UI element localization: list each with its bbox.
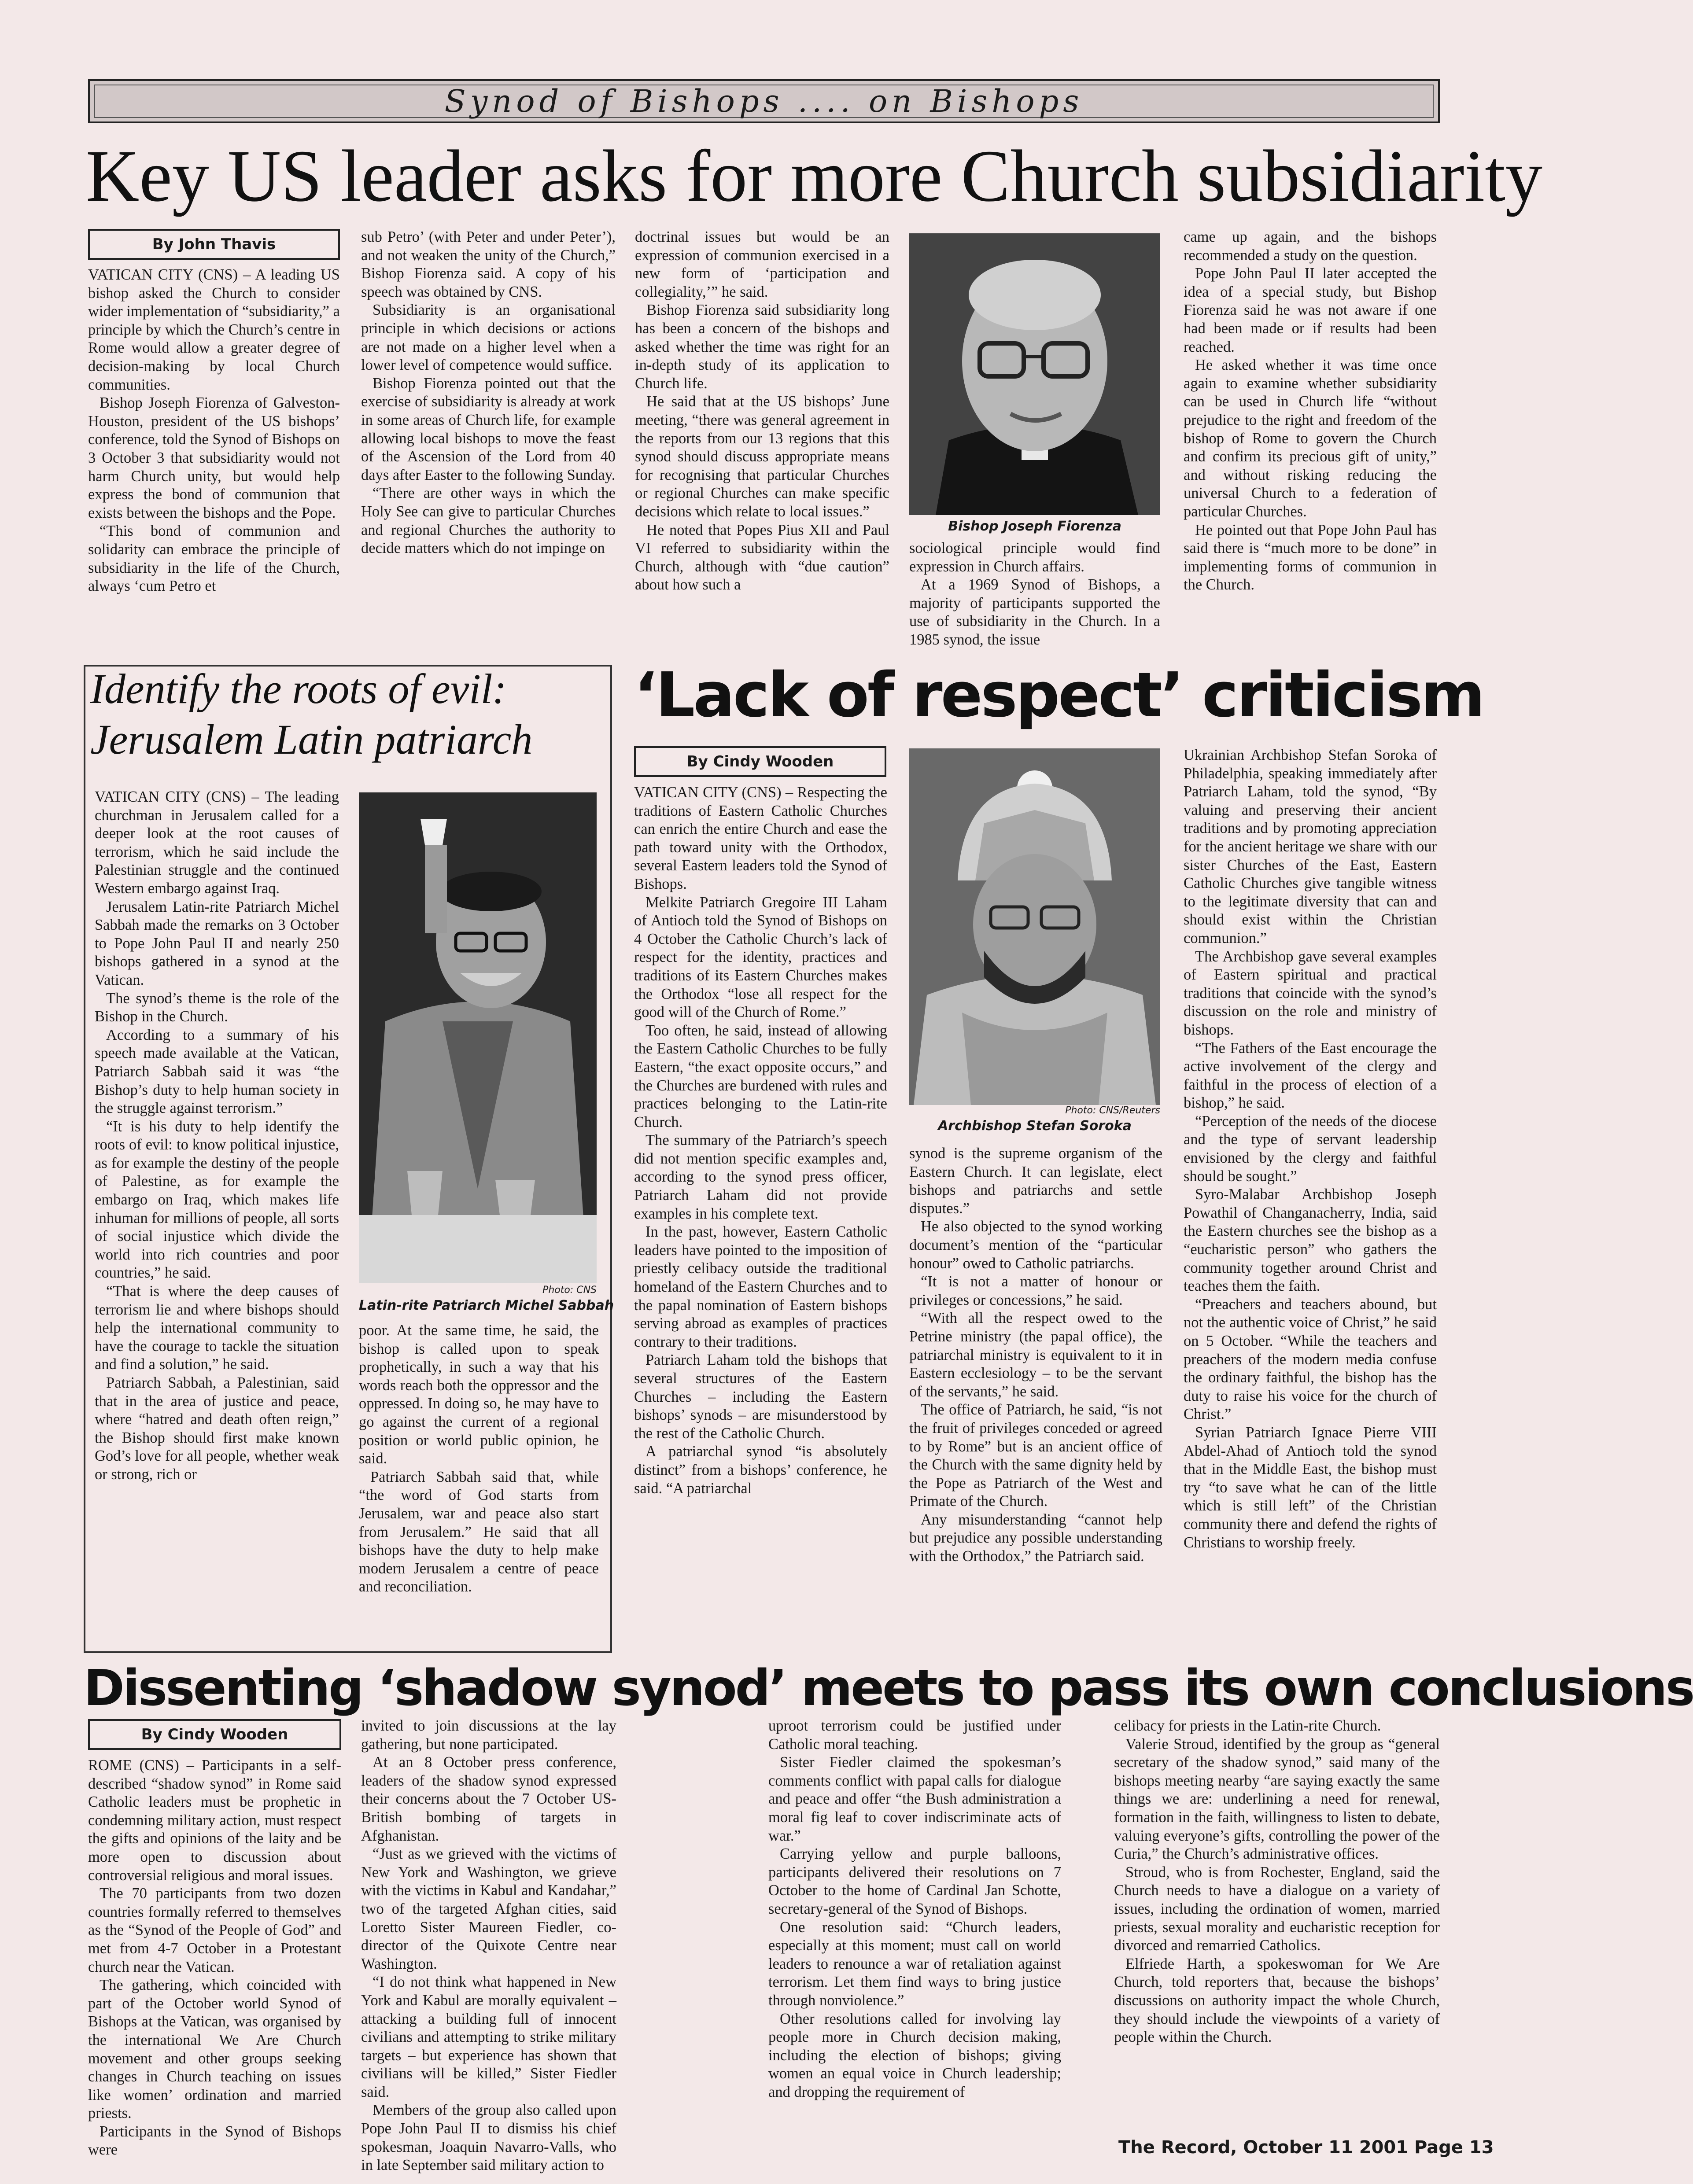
archbishop-soroka-photo-credit: Photo: CNS/Reuters — [1065, 1105, 1160, 1116]
archbishop-soroka-caption: Archbishop Stefan Soroka — [938, 1118, 1132, 1134]
article4-byline: By Cindy Wooden — [88, 1719, 341, 1750]
bishop-fiorenza-photo — [909, 233, 1160, 515]
article3-byline: By Cindy Wooden — [634, 746, 886, 777]
article2-column-1: VATICAN CITY (CNS) – The leading churchman in Jerusalem called for a deeper look at the root causes of terrorism, which he said include the Palestinian struggle and the continued Western embargo against Iraq. Jerusalem Latin-rite Patriarch Michel Sabbah made the remarks on 3 October to Pope John Paul II and nearly 250 bishops gathered in a synod at the Vatican. The synod’s theme is the role of the Bishop in the Church. According to a summary of his speech made available at the Vatican, Patriarch Sabbah said it was “the Bishop’s duty to help human society in the struggle against terrorism.” “It is his duty to help identify the roots of evil: to know political injustice, as for example the destiny of the people of Palestine, as for example the embargo on Iraq, which makes life inhuman for millions of people, all sorts of social injustice which divide the world into rich countries and poor countries,” he said. “That is where the deep causes of terrorism lie and where bishops should help the international community to have the courage to tackle the situation and find a solution,” he said. Patriarch Sabbah, a Palestinian, said that in the area of justice and peace, where “hatred and death often reign,” the Bishop should first make known God’s love for all people, whether weak or strong, rich or — [95, 788, 339, 1483]
patriarch-sabbah-photo — [359, 792, 597, 1283]
patriarch-sabbah-photo-credit: Photo: CNS — [542, 1285, 597, 1296]
article2-headline-line2: Jerusalem Latin patriarch — [90, 716, 533, 763]
article2-column-2: poor. At the same time, he said, the bishop is called upon to speak prophetically, in such a way that his words reach both the oppressor and the oppressed. In doing so, he may have to go against the current of a regional position or world public opinion, he said. Patriarch Sabbah said that, while “the word of God starts from Jerusalem, war and peace also start from Jerusalem.” He said that all bishops have the duty to help make modern Jerusalem a centre of peace and reconciliation. — [359, 1322, 599, 1595]
article2-headline-line1: Identify the roots of evil: — [90, 665, 507, 712]
article1-column-5: came up again, and the bishops recommended a study on the question. Pope John Paul II later accepted the idea of a special study, but Bishop Fiorenza said he was not aware if one had been made or if results had been reached. He asked whether it was time once again to examine whether subsidiarity can be used in Church life “without prejudice to the right and freedom of the bishop of Rome to govern the Church and confirm its precious gift of unity,” and without risking reducing the universal Church to a federation of particular Churches. He pointed out that Pope John Paul has said there is “much more to be done” in implementing forms of communion in the Church. — [1184, 228, 1437, 593]
article3-column-1: VATICAN CITY (CNS) – Respecting the traditions of Eastern Catholic Churches can enrich the entire Church and ease the path toward unity with the Orthodox, several Eastern leaders told the Synod of Bishops. Melkite Patriarch Gregoire III Laham of Antioch told the Synod of Bishops on 4 October the Catholic Church’s lack of respect for the identity, practices and traditions of its Eastern Churches makes the Orthodox “lose all respect for the good will of the Church of Rome.” Too often, he said, instead of allowing the Eastern Catholic Churches to be fully Eastern, “the exact opposite occurs,” and the Churches are burdened with rules and practices belonging to the Latin-rite Church. The summary of the Patriarch’s speech did not mention specific examples and, according to the synod press officer, Patriarch Laham did not provide examples in his complete text. In the past, however, Eastern Catholic leaders have pointed to the imposition of priestly celibacy outside the traditional homeland of the Eastern Churches and to the papal nomination of Eastern bishops serving abroad as examples of practices contrary to their traditions. Patriarch Laham told the bishops that several structures of the Eastern Churches – including the Eastern bishops’ synods – are misunderstood by the rest of the Catholic Church. A patriarchal synod “is absolutely distinct” from a bishops’ conference, he said. “A patriarchal — [634, 784, 887, 1497]
article4-headline: Dissenting ‘shadow synod’ meets to pass its own conclusions — [84, 1660, 1693, 1717]
archbishop-soroka-photo — [909, 748, 1160, 1105]
article3-column-3: Ukrainian Archbishop Stefan Soroka of Philadelphia, speaking immediately after Patriarch Laham, told the synod, “By valuing and preserving their ancient traditions and by promoting appreciation for the ancient heritage we share with our sister Churches of the East, Eastern Catholic Churches give tangible witness to the legitimate diversity that can and should exist within the Christian communion.” The Archbishop gave several examples of Eastern spiritual and practical traditions that coincide with the synod’s discussion on the role and ministry of bishops. “The Fathers of the East encourage the active involvement of the clergy and faithful in the process of election of a bishop,” he said. “Perception of the needs of the diocese and the type of servant leadership envisioned by the clergy and faithful should be sought.” Syro-Malabar Archbishop Joseph Powathil of Changanacherry, India, said the Eastern churches see the bishop as a “eucharistic person” who gathers the community together around Christ and teaches them the faith. “Preachers and teachers abound, but not the authentic voice of Christ,” he said on 5 October. “While the teachers and preachers of the modern media confuse the ordinary faithful, the bishop has the duty to raise his voice for the church of Christ.” Syrian Patriarch Ignace Pierre VIII Abdel-Ahad of Antioch told the synod that in the Middle East, the bishop must try “to save what he can of the little which is still left” of the Christian community there and defend the rights of Christians to worship freely. — [1184, 747, 1437, 1551]
article4-column-3: uproot terrorism could be justified under Catholic moral teaching. Sister Fiedler claimed the spokesman’s comments conflict with papal calls for dialogue and peace and offer “the Bush administration a moral fig leaf to cover indiscriminate acts of war.” Carrying yellow and purple balloons, participants delivered their resolutions on 7 October to the home of Cardinal Jan Schotte, secretary-general of the Synod of Bishops. One resolution said: “Church leaders, especially at this moment; must call on world leaders to renounce a war of retaliation against terrorism. Let them find ways to bring justice through nonviolence.” Other resolutions called for involving lay people more in Church decision making, including the election of bishops; giving women an equal voice in Church leadership; and dropping the requirement of — [768, 1717, 1061, 2100]
article1-column-1: VATICAN CITY (CNS) – A leading US bishop asked the Church to consider wider implementation of “subsidiarity,” a principle by which the Church’s centre in Rome would allow a greater degree of decision-making by local Church communities. Bishop Joseph Fiorenza of Galveston-Houston, president of the US bishops’ conference, told the Synod of Bishops on 3 October 3 that subsidiarity would not harm Church unity, but would help express the bond of communion that exists between the bishops and the Pope. “This bond of communion and solidarity can embrace the principle of subsidiarity in the life of the Church, always ‘cum Petro et — [88, 266, 340, 595]
section-banner — [88, 79, 1440, 123]
article3-column-2: synod is the supreme organism of the Eastern Church. It can legislate, elect bishops and patriarchs and settle disputes.” He also objected to the synod working document’s mention of the “particular honour” owed to Catholic patriarchs. “It is not a matter of honour or privileges or concessions,” he said. “With all the respect owed to the Petrine ministry (the papal office), the patriarchal ministry is equivalent to it in Eastern ecclesiology – to be the servant of the servants,” he said. The office of Patriarch, he said, “is not the fruit of privileges conceded or agreed to by Rome” but is an ancient office of the Church with the same dignity held by the Pope as Patriarch of the West and Primate of the Church. Any misunderstanding “cannot help but prejudice any possible understanding with the Orthodox,” the Patriarch said. — [909, 1145, 1162, 1565]
article1-byline: By John Thavis — [88, 229, 340, 260]
patriarch-sabbah-caption: Latin-rite Patriarch Michel Sabbah — [359, 1298, 614, 1313]
article4-column-2: invited to join discussions at the lay gathering, but none participated. At an 8 October press conference, leaders of the shadow synod expressed their concerns about the 7 October US-British bombing of targets in Afghanistan. “Just as we grieved with the victims of New York and Washington, we grieve with the victims in Kabul and Kandahar,” two of the targeted Afghan cities, said Loretto Sister Maureen Fiedler, co-director of the Quixote Centre near Washington. “I do not think what happened in New York and Kabul are morally equivalent – attacking a building full of innocent civilians and attempting to strike military targets – but experience has shown that civilians will be killed,” Sister Fiedler said. Members of the group also called upon Pope John Paul II to dismiss his chief spokesman, Joaquin Navarro-Valls, who in late September said military action to — [361, 1717, 616, 2174]
article1-column-3: doctrinal issues but would be an expression of communion exercised in a new form of ‘participation and collegiality,’” he said. Bishop Fiorenza said subsidiarity long has been a concern of the bishops and asked whether the time was right for an in-depth study of its application to Church life. He said that at the US bishops’ June meeting, “there was general agreement in the reports from our 13 regions that this synod should discuss appropriate means for recognising that particular Churches or regional Churches can make specific decisions which relate to local issues.” He noted that Popes Pius XII and Paul VI referred to subsidiarity within the Church, although with “due caution” about how such a — [635, 228, 889, 593]
bishop-fiorenza-caption: Bishop Joseph Fiorenza — [948, 519, 1121, 534]
article4-column-1: ROME (CNS) – Participants in a self-described “shadow synod” in Rome said Catholic leaders must be prophetic in condemning military action, must respect the gifts and opinions of the laity and be more open to discussion about controversial religious and moral issues. The 70 participants from two dozen countries formally referred to themselves as the “Synod of the People of God” and met from 4-7 October in a Protestant church near the Vatican. The gathering, which coincided with part of the October world Synod of Bishops at the Vatican, was organised by the international We Are Church movement and other groups seeking changes in Church teaching on issues like women’ ordination and married priests. Participants in the Synod of Bishops were — [88, 1757, 341, 2158]
article1-column-2: sub Petro’ (with Peter and under Peter’), and not weaken the unity of the Church,” Bishop Fiorenza said. A copy of his speech was obtained by CNS. Subsidiarity is an organisational principle in which decisions or actions are not made on a higher level when a lower level of competence would suffice. Bishop Fiorenza pointed out that the exercise of subsidiarity is already at work in some areas of Church life, for example allowing local bishops to move the feast of the Ascension of the Lord from 40 days after Easter to the following Sunday. “There are other ways in which the Holy See can give to particular Churches and regional Churches the authority to decide matters which do not impinge on — [361, 228, 616, 557]
page-footer: The Record, October 11 2001 Page 13 — [1118, 2137, 1494, 2158]
banner-text: Synod of Bishops .... on Bishops — [444, 83, 1084, 119]
article3-headline: ‘Lack of respect’ criticism — [634, 659, 1483, 731]
article4-column-4: celibacy for priests in the Latin-rite Church. Valerie Stroud, identified by the group as “general secretary of the shadow synod,” said many of the bishops meeting nearby “are saying exactly the same things we are: underlining a need for renewal, formation in the faith, willingness to listen to debate, valuing everyone’s gifts, controlling the power of the Curia,” the Church’s administrative offices. Stroud, who is from Rochester, England, said the Church needs to have a dialogue on a variety of issues, including the ordination of women, married priests, sexual morality and eucharistic reception for divorced and remarried Catholics. Elfriede Harth, a spokeswoman for We Are Church, told reporters that, because the bishops’ discussions on authority impact the whole Church, they should include the viewpoints of a variety of people within the Church. — [1114, 1717, 1440, 2046]
article1-headline: Key US leader asks for more Church subsidiarity — [86, 135, 1542, 217]
article1-column-4: sociological principle would find expression in Church affairs. At a 1969 Synod of Bishops, a majority of participants supported the use of subsidiarity in the Church. In a 1985 synod, the issue — [909, 540, 1160, 648]
